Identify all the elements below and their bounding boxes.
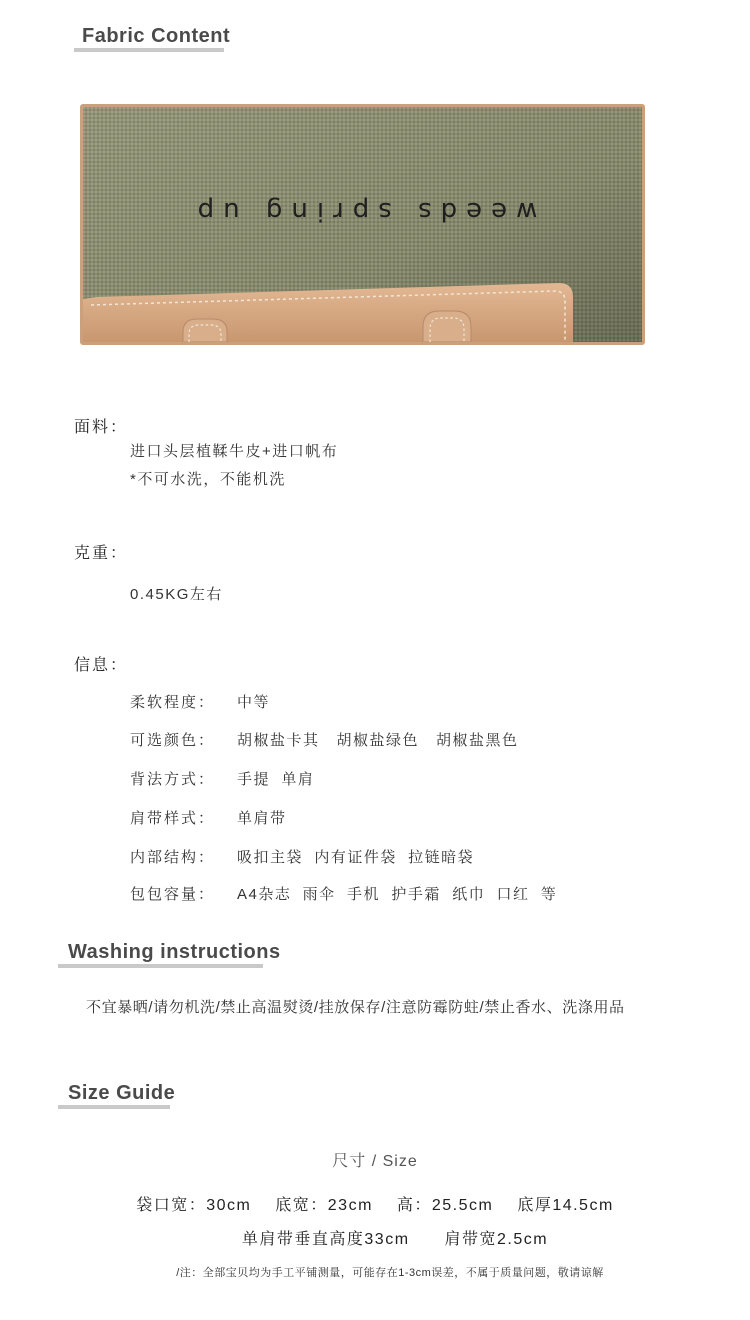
heading-underline [58,1105,170,1109]
weight-value: 0.45KG左右 [130,586,223,603]
size-guide-title: Size Guide [68,1082,176,1104]
washing-instructions-text: 不宜暴晒/请勿机洗/禁止高温熨烫/挂放保存/注意防霉防蛀/禁止香水、洗涤用品 [86,999,625,1016]
size-opening-width: 袋口宽：30cm [136,1197,252,1214]
size-strap-width: 肩带宽2.5cm [444,1231,549,1248]
info-row-value-colors: 胡椒盐卡其 胡椒盐绿色 胡椒盐黑色 [237,732,519,749]
fabric-photo-image [83,107,642,342]
printed-brand-text [189,196,538,226]
size-strap-line [20,1226,750,1249]
fabric-content-heading [82,24,230,48]
info-row-value-carry: 手提 单肩 [237,771,315,788]
info-row-key-capacity: 包包容量： [130,886,216,903]
size-guide-heading [68,1081,175,1105]
info-row-key-strap: 肩带样式： [130,810,216,827]
size-strap-drop: 单肩带垂直高度33cm [241,1231,410,1248]
info-row-key-softness: 柔软程度： [130,694,216,711]
material-line: 进口头层植鞣牛皮+进口帆布 [130,443,339,460]
material-care-note: *不可水洗，不能机洗 [130,471,286,488]
heading-underline [74,48,224,52]
size-bottom-width: 底宽：23cm [275,1197,373,1214]
info-row-key-carry: 背法方式： [130,771,216,788]
fabric-content-title: Fabric Content [82,25,231,47]
material-label: 面料： [74,419,129,436]
size-table-title: 尺寸 / Size [332,1153,418,1170]
info-row-key-colors: 可选颜色： [130,732,216,749]
size-dimensions-line [0,1192,750,1215]
washing-heading [68,940,281,964]
washing-title: Washing instructions [68,941,281,963]
size-bottom-depth: 底厚14.5cm [517,1197,614,1214]
weight-label: 克重： [74,545,129,562]
info-row-value-structure: 吸扣主袋 内有证件袋 拉链暗袋 [237,849,475,866]
size-height: 高：25.5cm [396,1197,494,1214]
info-row-value-capacity: A4杂志 雨伞 手机 护手霜 纸巾 口红 等 [237,886,558,903]
svg-text:weeds spring up: weeds spring up [188,196,538,226]
info-row-value-strap: 单肩带 [237,810,287,827]
fabric-photo [80,104,645,345]
info-row-value-softness: 中等 [237,694,271,711]
info-label: 信息： [74,657,129,674]
measurement-note: /注：全部宝贝均为手工平铺测量，可能存在1-3cm误差，不属于质量问题，敬请谅解 [176,1267,604,1279]
heading-underline [58,964,263,968]
info-row-key-structure: 内部结构： [130,849,216,866]
